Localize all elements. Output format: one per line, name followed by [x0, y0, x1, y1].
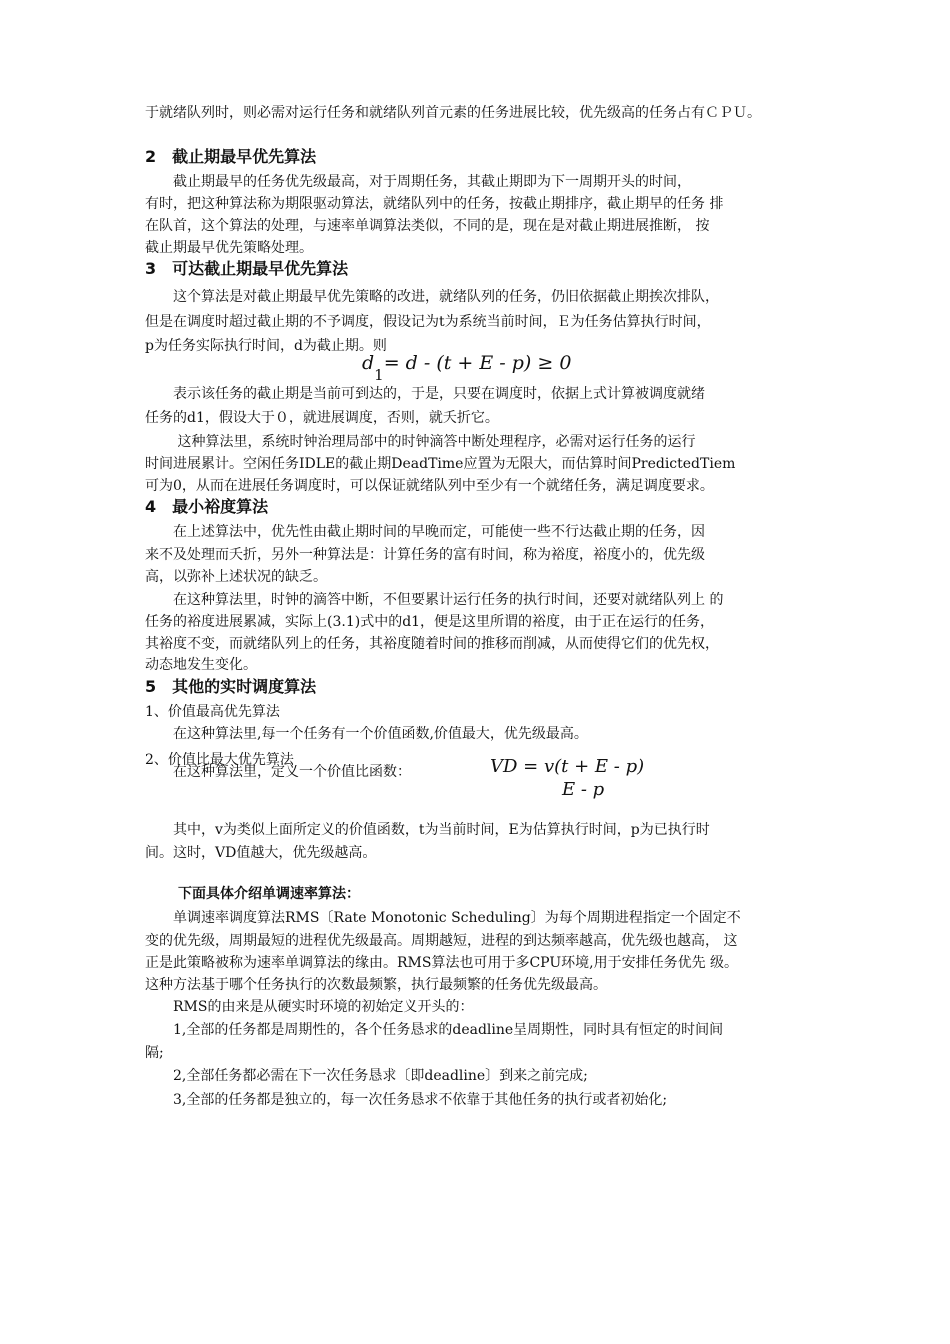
list-item: 2,全部任务都必需在下一次任务恳求〔即deadline〕到来之前完成;: [145, 1068, 588, 1084]
value-ratio-formula: VD = v(t + E - p) E - p: [490, 756, 645, 800]
paragraph-line: 任务的裕度进展累减，实际上(3.1)式中的d1，便是这里所谓的裕度，由于正在运行的任务，: [145, 614, 715, 630]
paragraph-line: 正是此策略被称为速率单调算法的缘由。RMS算法也可用于多CPU环境,用于安排任务优先 级。: [145, 955, 739, 971]
paragraph-line: 单调速率调度算法RMS〔Rate Monotonic Scheduling〕为每个周期进程指定一个固定不: [145, 910, 741, 926]
paragraph-line: 其中，v为类似上面所定义的价值函数，t为当前时间，E为估算执行时间，p为已执行时: [145, 822, 710, 838]
paragraph-line: 在队首，这个算法的处理，与速率单调算法类似，不同的是，现在是对截止期进展推断， 按: [145, 218, 710, 234]
paragraph-line: 这种方法基于哪个任务执行的次数最频繁，执行最频繁的任务优先级最高。: [145, 977, 607, 993]
paragraph-line: 于就绪队列时，则必需对运行任务和就绪队列首元素的任务进展比较，优先级高的任务占有ＣＰＵ。: [145, 105, 761, 121]
paragraph-line: 这个算法是对截止期最早优先策略的改进，就绪队列的任务，仍旧依据截止期挨次排队，: [145, 289, 719, 305]
paragraph-line: 在这种算法里,每一个任务有一个价值函数,价值最大，优先级最高。: [145, 726, 588, 742]
paragraph-line: 来不及处理而夭折，另外一种算法是：计算任务的富有时间，称为裕度，裕度小的，优先级: [145, 547, 705, 563]
section-heading-2: 2 截止期最早优先算法: [145, 147, 317, 166]
paragraph-line: 动态地发生变化。: [145, 657, 257, 673]
paragraph-line: p为任务实际执行时间，d为截止期。则: [145, 338, 387, 354]
paragraph-line: 截止期最早优先策略处理。: [145, 240, 313, 256]
paragraph-line: 这种算法里，系统时钟治理局部中的时钟滴答中断处理程序，必需对运行任务的运行: [145, 434, 696, 450]
list-item: 隔;: [145, 1045, 164, 1061]
paragraph-line: 其裕度不变，而就绪队列上的任务，其裕度随着时间的推移而削减，从而使得它们的优先权，: [145, 636, 719, 652]
paragraph-line: 在这种算法里，定义一个价值比函数：: [145, 764, 411, 780]
deadline-formula: $d_1= d - (t + E - p) \ge 0$: [362, 352, 572, 384]
paragraph-line: 间。这时，VD值越大，优先级越高。: [145, 845, 377, 861]
paragraph-line: 时间进展累计。空闲任务IDLE的截止期DeadTime应置为无限大，而估算时间PredictedTiem: [145, 456, 736, 472]
paragraph-line: 但是在调度时超过截止期的不予调度，假设记为t为系统当前时间，Ｅ为任务估算执行时间，: [145, 314, 711, 330]
paragraph-line: 高，以弥补上述状况的缺乏。: [145, 569, 327, 585]
section-heading-5: 5 其他的实时调度算法: [145, 677, 317, 696]
paragraph-line: 表示该任务的截止期是当前可到达的，于是，只要在调度时，依据上式计算被调度就绪: [145, 386, 705, 402]
section-heading-3: 3 可达截止期最早优先算法: [145, 259, 349, 278]
list-item: 1、价值最高优先算法: [145, 704, 280, 720]
paragraph-line: 变的优先级，周期最短的进程优先级最高。周期越短，进程的到达频率越高，优先级也越高， 这: [145, 933, 738, 949]
list-item: 2、价值比最大优先算法: [145, 752, 294, 768]
list-item: 1,全部的任务都是周期性的，各个任务恳求的deadline呈周期性，同时具有恒定的时间间: [145, 1022, 724, 1038]
paragraph-line: 有时，把这种算法称为期限驱动算法，就绪队列中的任务，按截止期排序，截止期早的任务 排: [145, 196, 724, 212]
subsection-heading: 下面具体介绍单调速率算法：: [178, 886, 360, 902]
list-item: 3,全部的任务都是独立的，每一次任务恳求不依靠于其他任务的执行或者初始化;: [145, 1092, 668, 1108]
paragraph-line: RMS的由来是从硬实时环境的初始定义开头的：: [145, 999, 474, 1015]
paragraph-line: 可为0，从而在进展任务调度时，可以保证就绪队列中至少有一个就绪任务，满足调度要求。: [145, 478, 714, 494]
paragraph-line: 在上述算法中，优先性由截止期时间的早晚而定，可能使一些不行达截止期的任务，因: [145, 524, 705, 540]
paragraph-line: 在这种算法里，时钟的滴答中断，不但要累计运行任务的执行时间，还要对就绪队列上 的: [145, 592, 724, 608]
section-heading-4: 4 最小裕度算法: [145, 497, 269, 516]
paragraph-line: 任务的d1，假设大于０，就进展调度，否则，就夭折它。: [145, 410, 499, 426]
paragraph-line: 截止期最早的任务优先级最高，对于周期任务，其截止期即为下一周期开头的时间，: [145, 174, 691, 190]
